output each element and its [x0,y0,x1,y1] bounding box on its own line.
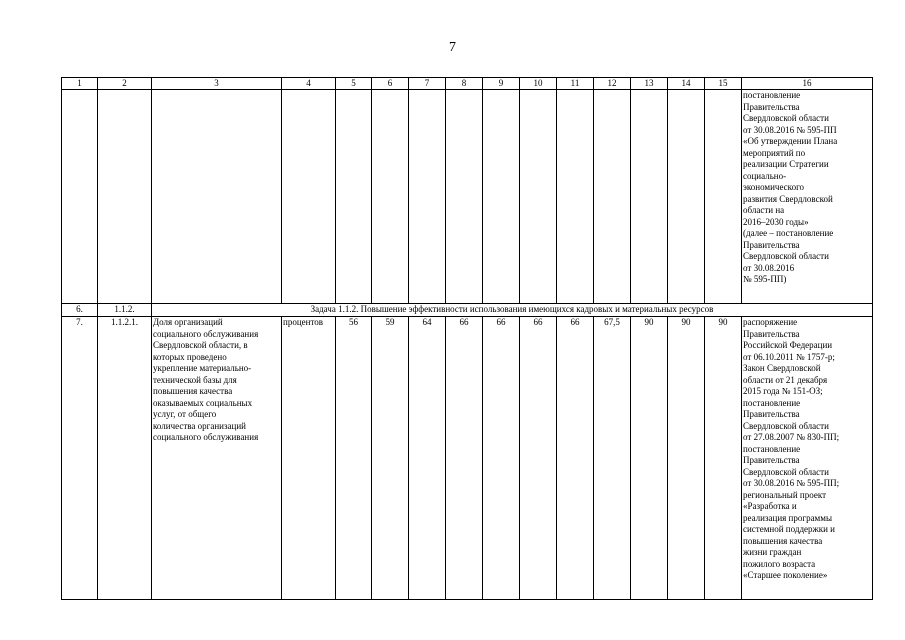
value-cell: 90 [668,317,705,600]
indicator-name-line: социального обслуживания [153,432,259,442]
empty-cell [446,90,483,304]
column-number-header: 7 [409,78,446,90]
legal-basis-line: № 595-ПП) [743,274,787,284]
legal-basis-line: жизни граждан [743,547,802,557]
column-number-header: 6 [372,78,409,90]
empty-cell [705,90,742,304]
legal-basis-line: социально- [743,170,787,181]
legal-basis-line: Закон Свердловской [743,363,821,373]
legal-basis-line: «Разработка и [743,501,797,511]
value-cell: 67,5 [594,317,631,600]
legal-basis-line: экономического [743,182,805,192]
row-number: 7. [62,317,98,600]
indicators-table [61,77,873,600]
legal-basis-line: Правительства [743,409,800,419]
legal-basis-line: реализация программы [743,512,832,523]
value-cell: 66 [520,317,557,600]
indicator-name [152,317,282,600]
legal-basis-cell [742,90,873,304]
legal-basis-line: от 27.08.2007 № 830-ПП; [743,432,840,442]
empty-cell [668,90,705,304]
legal-basis-line: Правительства [743,455,800,465]
column-number-header: 8 [446,78,483,90]
legal-basis-line: повышения качества [743,535,823,546]
legal-basis-line: Свердловской области [743,466,829,477]
legal-basis-line: «Об утверждении Плана [743,136,838,146]
legal-basis-line: Свердловской области [743,113,829,123]
indicator-name-line: услуг, от общего [153,409,217,419]
value-cell: 66 [483,317,520,600]
column-number-header: 4 [282,78,336,90]
empty-cell [98,90,152,304]
indicator-name-line: повышения качества [153,386,233,396]
value-cell: 66 [557,317,594,600]
legal-basis-line: Правительства [743,328,800,339]
legal-basis-line: 2016–2030 годы» [743,216,809,227]
column-number-header: 16 [742,78,873,90]
column-number-header: 12 [594,78,631,90]
empty-cell [409,90,446,304]
column-number-header: 13 [631,78,668,90]
legal-basis-line: постановление [743,90,801,100]
task-row-code: 1.1.2. [98,304,152,317]
legal-basis-line: развития Свердловской [743,193,833,204]
legal-basis-cell [742,317,873,600]
task-row [62,304,873,317]
empty-cell [483,90,520,304]
indicator-name-line: социального обслуживания [153,328,259,339]
legal-basis-line: пожилого возраста [743,558,816,569]
column-number-header: 11 [557,78,594,90]
continuation-row [62,90,873,304]
legal-basis-line: от 30.08.2016 [743,262,795,273]
empty-cell [336,90,372,304]
legal-basis-line: распоряжение [743,317,798,327]
legal-basis-line: области на [743,205,785,215]
column-number-header: 1 [62,78,98,90]
indicator-name-line: которых проведено [153,351,227,362]
legal-basis-line: Свердловской области [743,251,829,261]
empty-cell [282,90,336,304]
column-number-header: 15 [705,78,742,90]
page-number: 7 [449,40,456,55]
column-number-header: 10 [520,78,557,90]
legal-basis-line: от 30.08.2016 № 595-ПП; [743,478,840,488]
empty-cell [594,90,631,304]
value-cell: 64 [409,317,446,600]
indicator-name-line: оказываемых социальных [153,397,253,408]
legal-basis-line: постановление [743,443,801,454]
indicator-name-line: технической базы для [153,374,237,385]
legal-basis-line: области от 21 декабря [743,374,828,385]
column-number-header: 2 [98,78,152,90]
row-code: 1.1.2.1. [98,317,152,600]
value-cell: 66 [446,317,483,600]
legal-basis-line: мероприятий по [743,147,806,158]
legal-basis-line: Правительства [743,101,800,112]
legal-basis-line: Правительства [743,239,800,250]
value-cell: 90 [631,317,668,600]
indicator-name-line: Доля организаций [153,317,223,327]
legal-basis-line: системной поддержки и [743,524,835,534]
empty-cell [372,90,409,304]
legal-basis-line: от 06.10.2011 № 1757-р; [743,351,835,362]
value-cell: 90 [705,317,742,600]
indicator-row [62,317,873,600]
unit-cell: процентов [282,317,336,600]
indicator-name-line: Свердловской области, в [153,340,248,350]
legal-basis-line: 2015 года № 151-ОЗ; [743,386,823,396]
task-row-number: 6. [62,304,98,317]
value-cell: 56 [336,317,372,600]
empty-cell [631,90,668,304]
value-cell: 59 [372,317,409,600]
empty-cell [62,90,98,304]
empty-cell [520,90,557,304]
indicator-name-line: количества организаций [153,420,246,431]
legal-basis-line: «Старшее поколение» [743,570,828,580]
legal-basis-line: Свердловской области [743,420,829,431]
column-number-header: 3 [152,78,282,90]
legal-basis-line: постановление [743,397,801,408]
legal-basis-line: (далее – постановление [743,228,834,238]
empty-cell [152,90,282,304]
legal-basis-line: от 30.08.2016 № 595-ПП [743,124,837,135]
column-number-header: 14 [668,78,705,90]
task-title: Задача 1.1.2. Повышение эффективности использования имеющихся кадровых и материальных ресурсов [152,304,873,317]
column-number-header: 5 [336,78,372,90]
legal-basis-line: региональный проект [743,489,827,500]
legal-basis-line: Российской Федерации [743,340,833,350]
empty-cell [557,90,594,304]
indicator-name-line: укрепление материально- [153,363,252,373]
legal-basis-line: реализации Стратегии [743,159,829,169]
column-number-header: 9 [483,78,520,90]
column-number-row [62,78,873,90]
